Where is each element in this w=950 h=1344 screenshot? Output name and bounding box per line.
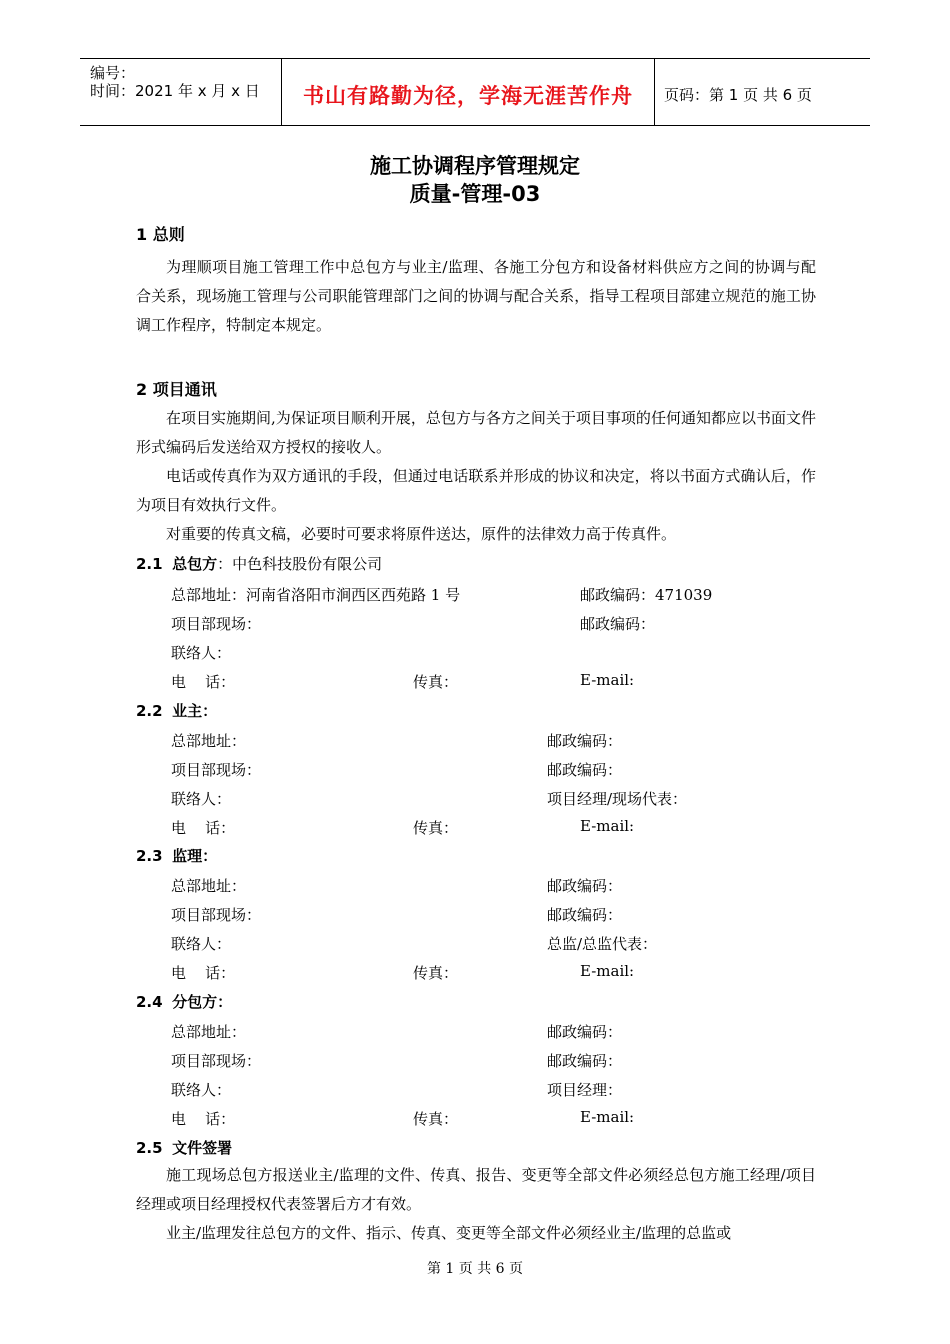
s23-hq-address: 总部地址：: [171, 877, 247, 895]
header-page-info: 页码：第 1 页 共 6 页: [664, 86, 812, 104]
s21-email: E-mail:: [580, 671, 635, 689]
paragraph: 对重要的传真文稿，必要时可要求将原件送达，原件的法律效力高于传真件。: [166, 525, 677, 543]
s22-site-zip: 邮政编码：: [547, 761, 623, 779]
s24-site: 项目部现场：: [171, 1052, 262, 1070]
s23-fax: 传真：: [413, 964, 459, 982]
subsection-2-5-heading: 2.5 文件签署: [136, 1139, 233, 1157]
s24-site-zip: 邮政编码：: [547, 1052, 623, 1070]
header-motto: 书山有路勤为径，学海无涯苦作舟: [303, 84, 633, 108]
s21-contact: 联络人：: [171, 644, 232, 662]
s21-fax: 传真：: [413, 673, 459, 691]
s22-fax: 传真：: [413, 819, 459, 837]
subsection-2-3-heading: 2.3 监理：: [136, 847, 218, 865]
s22-site: 项目部现场：: [171, 761, 262, 779]
section-1-body: [136, 253, 816, 340]
s22-rep: 项目经理/现场代表：: [547, 790, 688, 808]
paragraph: 业主/监理发往总包方的文件、指示、传真、变更等全部文件必须经业主/监理的总监或: [166, 1224, 732, 1242]
s21-site: 项目部现场：: [171, 615, 262, 633]
section-2-body: [136, 404, 816, 549]
s22-phone: 电 话：: [171, 819, 236, 837]
s23-phone: 电 话：: [171, 964, 236, 982]
doc-time: 时间：2021 年 x 月 x 日: [90, 82, 260, 100]
section-2-heading: 2 项目通讯: [136, 380, 217, 399]
s24-contact: 联络人：: [171, 1081, 232, 1099]
s21-site-zip: 邮政编码：: [580, 615, 656, 633]
subsection-2-1-heading: 2.1 总包方：中色科技股份有限公司: [136, 555, 383, 573]
s24-hq-zip: 邮政编码：: [547, 1023, 623, 1041]
s23-site-zip: 邮政编码：: [547, 906, 623, 924]
s21-phone: 电 话：: [171, 673, 236, 691]
header-top-rule: [80, 58, 870, 59]
s24-rep: 项目经理：: [547, 1081, 623, 1099]
s22-hq-address: 总部地址：: [171, 732, 247, 750]
paragraph: 电话或传真作为双方通讯的手段，但通过电话联系并形成的协议和决定，将以书面方式确认后，作为项目有效执行文件。: [136, 467, 816, 514]
s22-contact: 联络人：: [171, 790, 232, 808]
page-footer: 第 1 页 共 6 页: [426, 1261, 524, 1277]
section-1-heading: 1 总则: [136, 225, 185, 244]
section-2-5-body: [136, 1161, 816, 1248]
s23-rep: 总监/总监代表：: [547, 935, 658, 953]
s24-fax: 传真：: [413, 1110, 459, 1128]
paragraph: 在项目实施期间,为保证项目顺利开展，总包方与各方之间关于项目事项的任何通知都应以书面文件形式编码后发送给双方授权的接收人。: [136, 409, 816, 456]
header-divider-right: [654, 59, 655, 126]
s23-contact: 联络人：: [171, 935, 232, 953]
s21-hq-zip: 邮政编码：471039: [580, 586, 713, 604]
subsection-2-4-heading: 2.4 分包方：: [136, 993, 233, 1011]
s22-email: E-mail:: [580, 817, 635, 835]
s23-email: E-mail:: [580, 962, 635, 980]
page-title: 施工协调程序管理规定: [370, 154, 580, 178]
s24-phone: 电 话：: [171, 1110, 236, 1128]
paragraph: 为理顺项目施工管理工作中总包方与业主/监理、各施工分包方和设备材料供应方之间的协调与配合关系，现场施工管理与公司职能管理部门之间的协调与配合关系，指导工程项目部建立规范的施工协调工作程序，特制定本规定。: [136, 258, 816, 334]
header-bottom-rule: [80, 125, 870, 126]
doc-number-label: 编号：: [90, 64, 136, 82]
s24-email: E-mail:: [580, 1108, 635, 1126]
paragraph: 施工现场总包方报送业主/监理的文件、传真、报告、变更等全部文件必须经总包方施工经理/项目经理或项目经理授权代表签署后方才有效。: [136, 1166, 816, 1213]
s22-hq-zip: 邮政编码：: [547, 732, 623, 750]
s23-hq-zip: 邮政编码：: [547, 877, 623, 895]
page-subtitle: 质量-管理-03: [409, 182, 541, 206]
s21-hq-address: 总部地址：河南省洛阳市涧西区西苑路 1 号: [171, 586, 461, 604]
s24-hq-address: 总部地址：: [171, 1023, 247, 1041]
s23-site: 项目部现场：: [171, 906, 262, 924]
subsection-2-2-heading: 2.2 业主：: [136, 702, 218, 720]
